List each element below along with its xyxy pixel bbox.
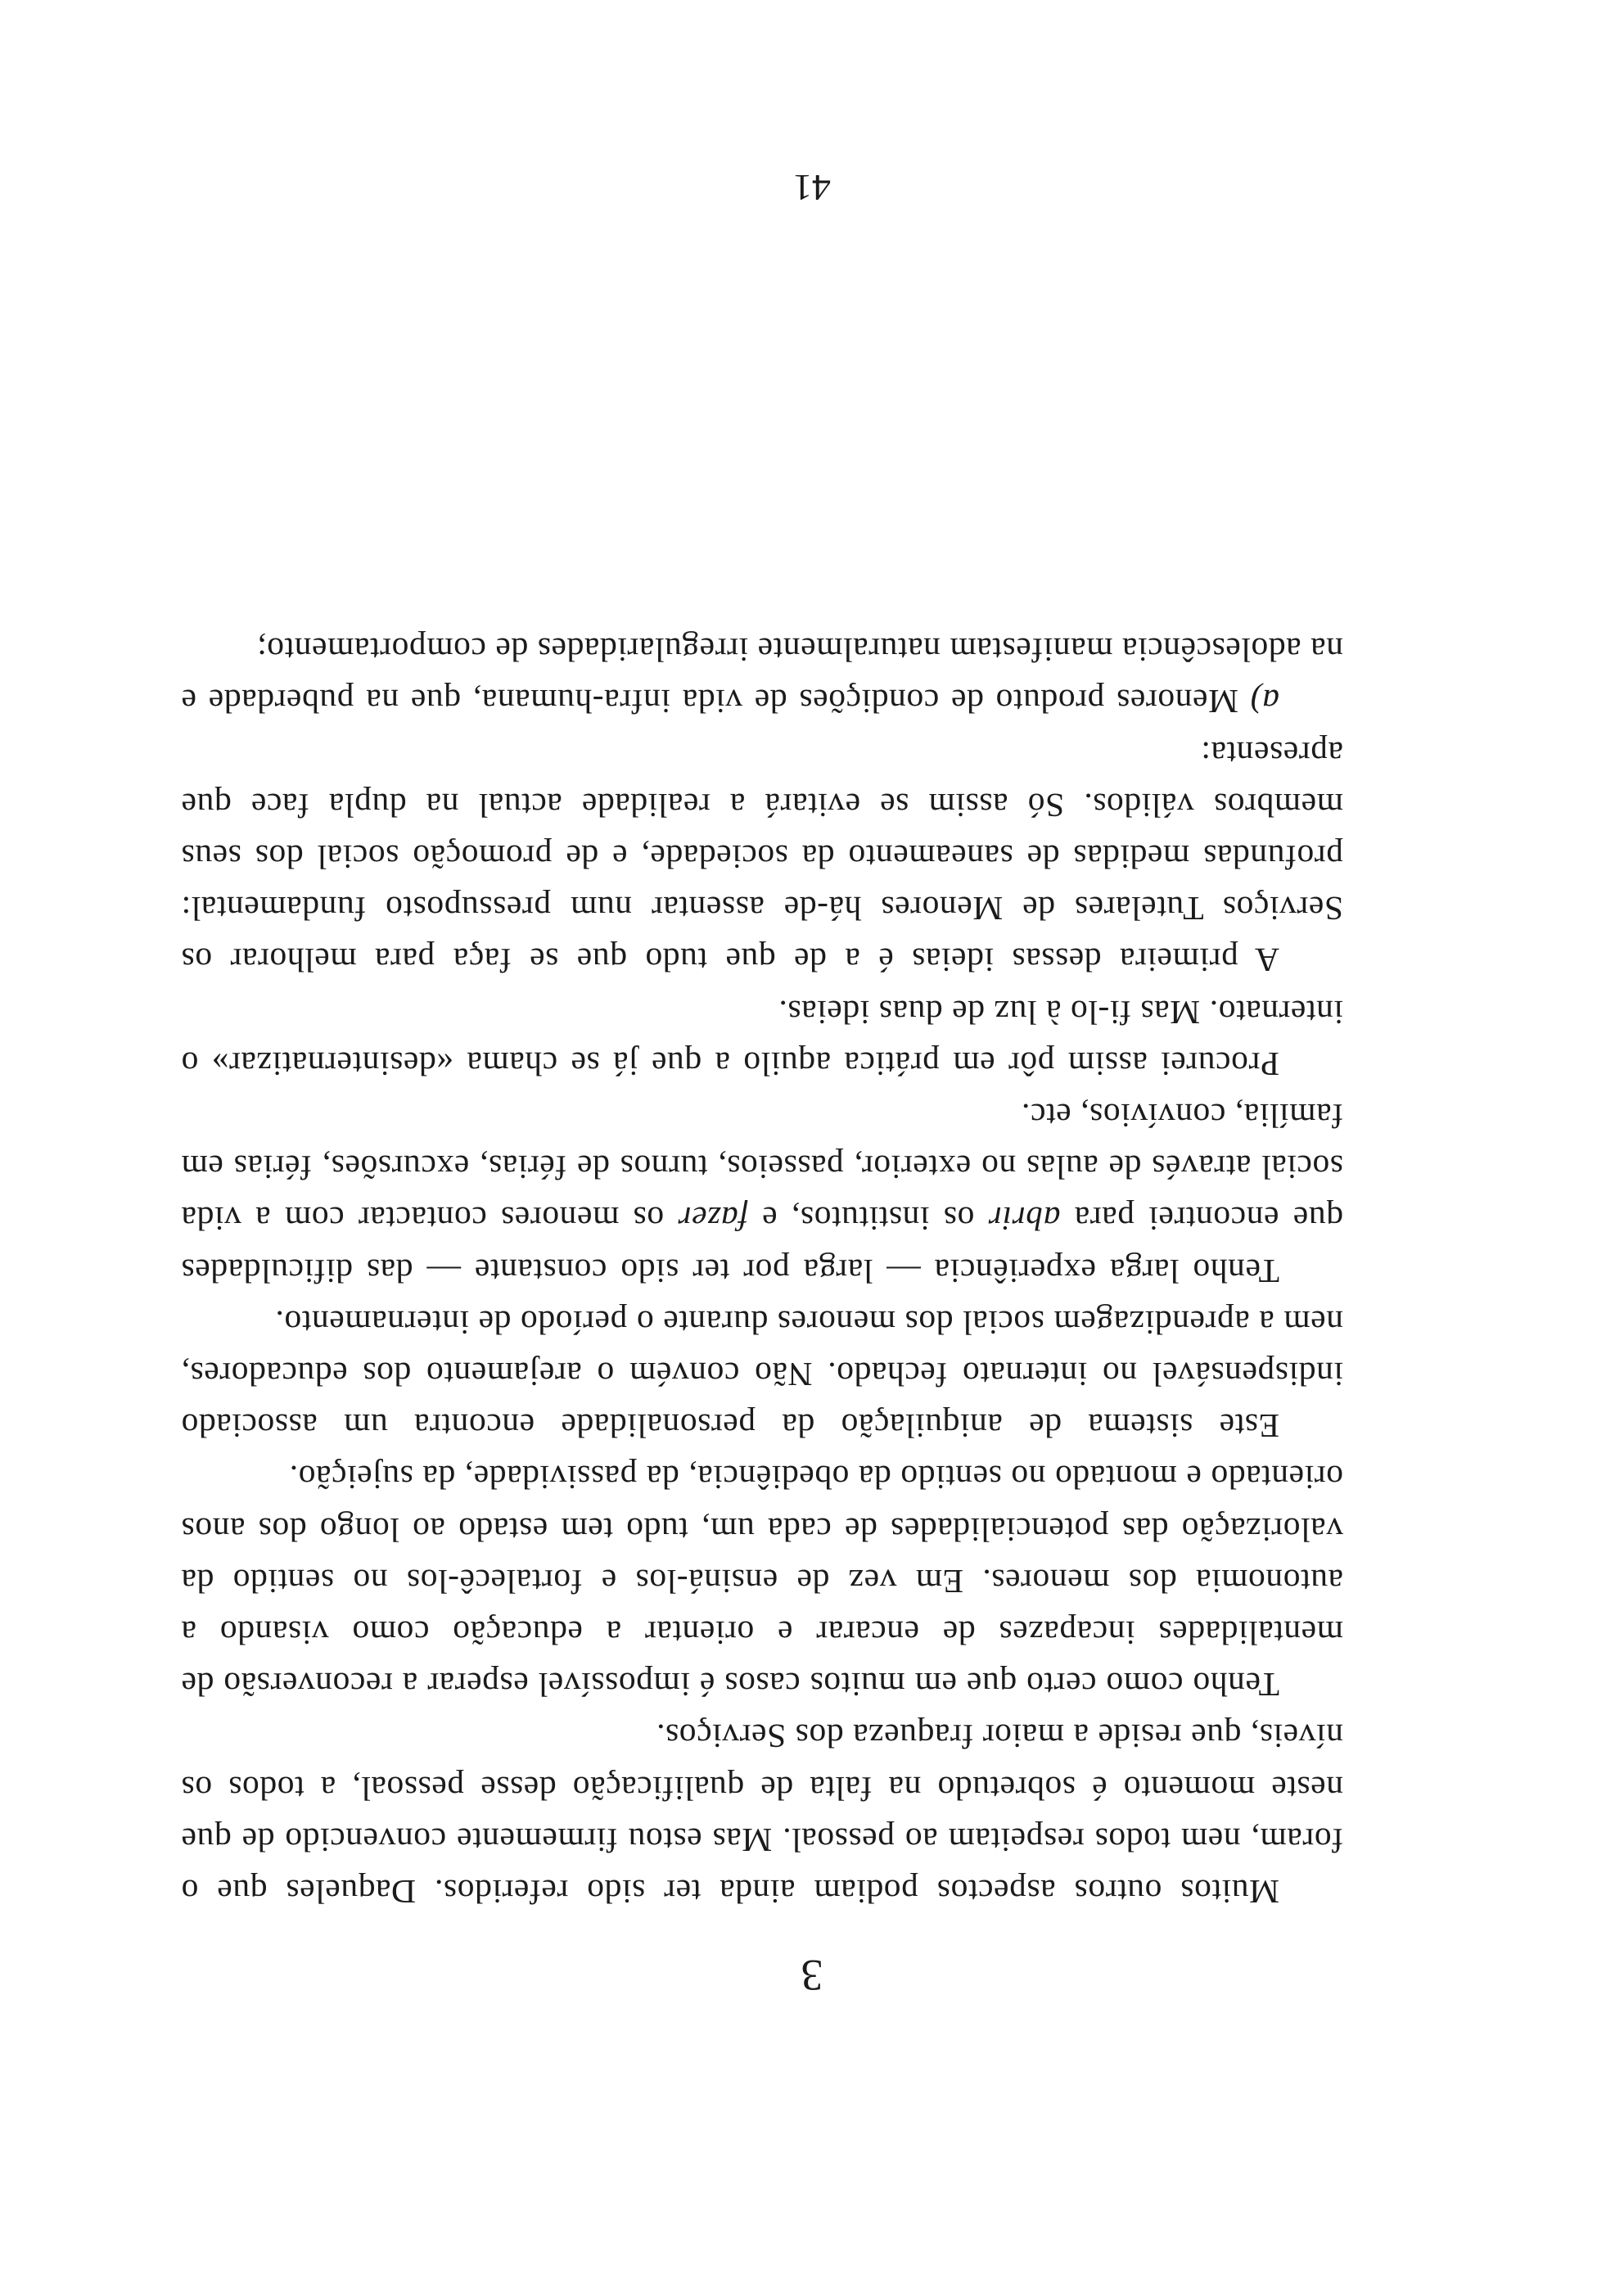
- chapter-number: 3: [801, 1951, 823, 2000]
- paragraph-7: [181, 624, 1343, 727]
- paragraph-4-emphasis-fazer: fazer: [677, 1200, 748, 1239]
- list-label: a): [1250, 683, 1279, 721]
- folio-number: 41: [793, 167, 831, 209]
- paragraph-6: A primeira dessas ideias é a de que tudo que se faça para melhorar os Serviços Tutelares de Menores há-de assentar num pressuposto fundamental: profundas medidas de saneamento da sociedade, e de promoção social dos seus membros válidos. Só assim se evitará a realidade actual na dupla face que apresenta:: [181, 734, 1343, 980]
- paragraph-1: Muitos outros aspectos podiam ainda ter sido referidos. Daqueles que o foram, nem todos respeitam ao pessoal. Mas estou firmemente convencido de que neste momento é sobretudo na falta de qualificação desse pessoal, a todos os níveis, que reside a maior fraqueza dos Serviços.: [181, 1717, 1343, 1911]
- body-text: [181, 624, 1343, 1917]
- paragraph-4-part-1: Tenho larga experiência — larga por ter sido constante — das dificuldades que encontrei para: [181, 1200, 1343, 1290]
- paragraph-4-part-2: os institutos, e: [747, 1200, 989, 1239]
- paragraph-5: Procurei assim pôr em prática aquilo a que já se chama «desinternatizar» o internato. Mas fi-lo à luz de duas ideias.: [181, 993, 1343, 1083]
- paragraph-4-emphasis-abrir: abrir: [988, 1200, 1061, 1239]
- list-item-text: Menores produto de condições de vida infra-humana, que na puberdade e na adolescência manifestam naturalmente irregularidades de comportamento;: [181, 631, 1343, 721]
- paragraph-4-part-3: os menores contactar com a vida social através de aulas no exterior, passeios, turnos de férias, excursões, férias em família, convívios, etc.: [181, 1096, 1343, 1239]
- paragraph-4: [181, 1090, 1343, 1297]
- paragraph-2: Tenho como certo que em muitos casos é impossível esperar a reconversão de mentalidades incapazes de encarar e orientar a educação como visando a autonomia dos menores. Em vez de ensiná-los e fortalecê-los no sentido da valorização das potencialidades de cada um, tudo tem estado ao longo dos anos orientado e montado no sentido da obediência, da passividade, da sujeição.: [181, 1459, 1343, 1704]
- paragraph-3: Este sistema de aniquilação da personalidade encontra um associado indispensável no internato fechado. Não convém o arejamento dos educadores, nem a aprendizagem social dos menores durante o período de internamento.: [181, 1303, 1343, 1446]
